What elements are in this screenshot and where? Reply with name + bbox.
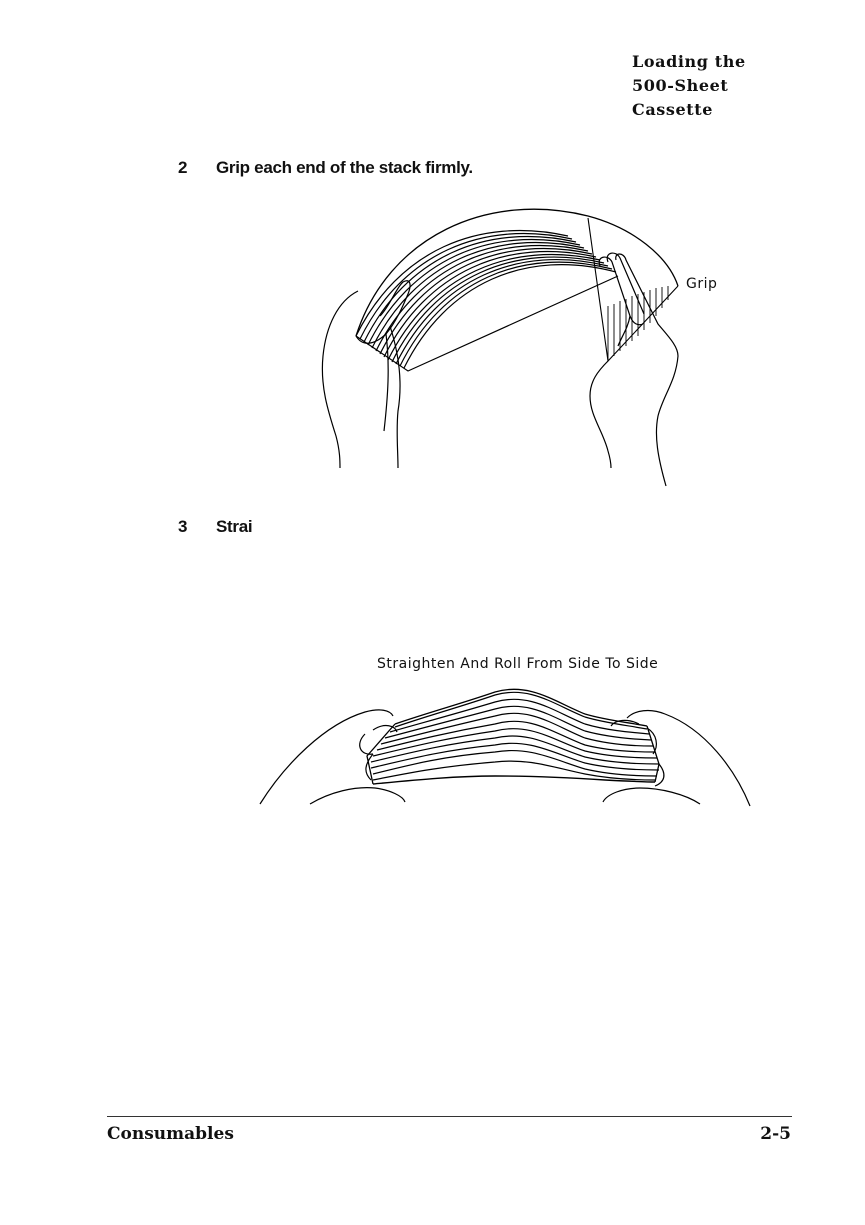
footer-rule	[107, 1116, 792, 1117]
left-hands	[260, 710, 405, 804]
footer-section: Consumables	[107, 1124, 234, 1144]
step-number: 3	[178, 517, 188, 536]
step-3	[178, 517, 252, 537]
step-number: 2	[178, 158, 188, 177]
section-heading-line: 500-Sheet	[632, 76, 729, 95]
paper-stack-arc	[356, 209, 678, 371]
section-heading	[632, 50, 832, 122]
grip-label: Grip	[686, 276, 718, 292]
grip-illustration	[318, 196, 718, 491]
section-heading-line: Cassette	[632, 100, 714, 119]
step-text: Strai	[216, 517, 253, 536]
step-text: Grip each end of the stack firmly.	[216, 158, 473, 177]
roll-illustration	[255, 650, 755, 844]
right-hand	[590, 253, 678, 486]
paper-stack-wave	[367, 689, 659, 784]
step-2	[178, 158, 473, 178]
page-number: 2-5	[760, 1124, 791, 1144]
roll-label: Straighten And Roll From Side To Side	[377, 656, 659, 672]
section-heading-line: Loading the	[632, 52, 746, 71]
